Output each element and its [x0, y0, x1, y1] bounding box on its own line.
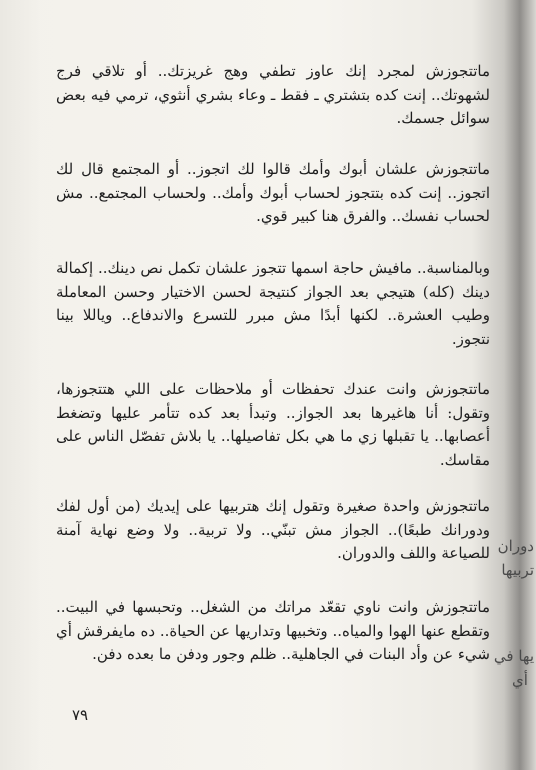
page-number: ٧٩ [72, 706, 89, 724]
facing-page-fragment: يها في [493, 647, 534, 665]
paragraph-6: ماتتجوزش وانت ناوي تقعّد مراتك من الشغل.. وتحبسها في البيت.. وتقطع عنها الهوا والمياه.. وتخبيها وتداريها عن الحياة.. ده مايفرقش أي شيء عن وأد البنات في الجاهلية.. ظلم وجور ودفن ما بعده دفن. [56, 598, 490, 663]
paragraph-4: ماتتجوزش وانت عندك تحفظات أو ملاحظات على اللي هتتجوزها، وتقول: أنا هاغيرها بعد الجواز.. وتبدأ بعد كده تتأمر عليها وتضغط أعصابها.. يا تقبلها زي ما هي بكل تفاصيلها.. يا بلاش تفصّل الناس على مقاسك. [56, 380, 490, 469]
paragraph-1: ماتتجوزش لمجرد إنك عاوز تطفي وهج غريزتك.. أو تلاقي فرج لشهوتك.. إنت كده بتشتري ـ فقط ـ وعاء بشري أنثوي، ترمي فيه بعض سوائل جسمك. [56, 62, 490, 127]
page-shadow [0, 0, 40, 770]
paragraph-2: ماتتجوزش علشان أبوك وأمك قالوا لك اتجوز.. أو المجتمع قال لك اتجوز.. إنت كده بتتجوز لحساب أبوك وأمك.. ولحساب المجتمع.. مش لحساب نفسك.. والفرق هنا كبير قوي. [56, 160, 490, 225]
facing-page-fragment: تربيها [501, 561, 534, 579]
paragraph-5: ماتتجوزش واحدة صغيرة وتقول إنك هتربيها على إيديك (من أول لفك ودورانك طبعًا).. الجواز مش تبنّي.. ولا تربية.. ولا وضع نهاية آمنة للصياعة واللف والدوران. [56, 497, 490, 562]
paragraph-3: وبالمناسبة.. مافيش حاجة اسمها تتجوز علشان تكمل نص دينك.. إكمالة دينك (كله) هتيجي بعد الجواز كنتيجة لحسن الاختيار وحسن المعاملة وطيب العشرة.. لكنها أبدًا مش مبرر للتسرع والاندفاع.. وياللا بينا نتجوز. [56, 259, 490, 348]
facing-page-fragment: أي [512, 671, 528, 689]
facing-page-fragment: دوران [497, 537, 534, 555]
